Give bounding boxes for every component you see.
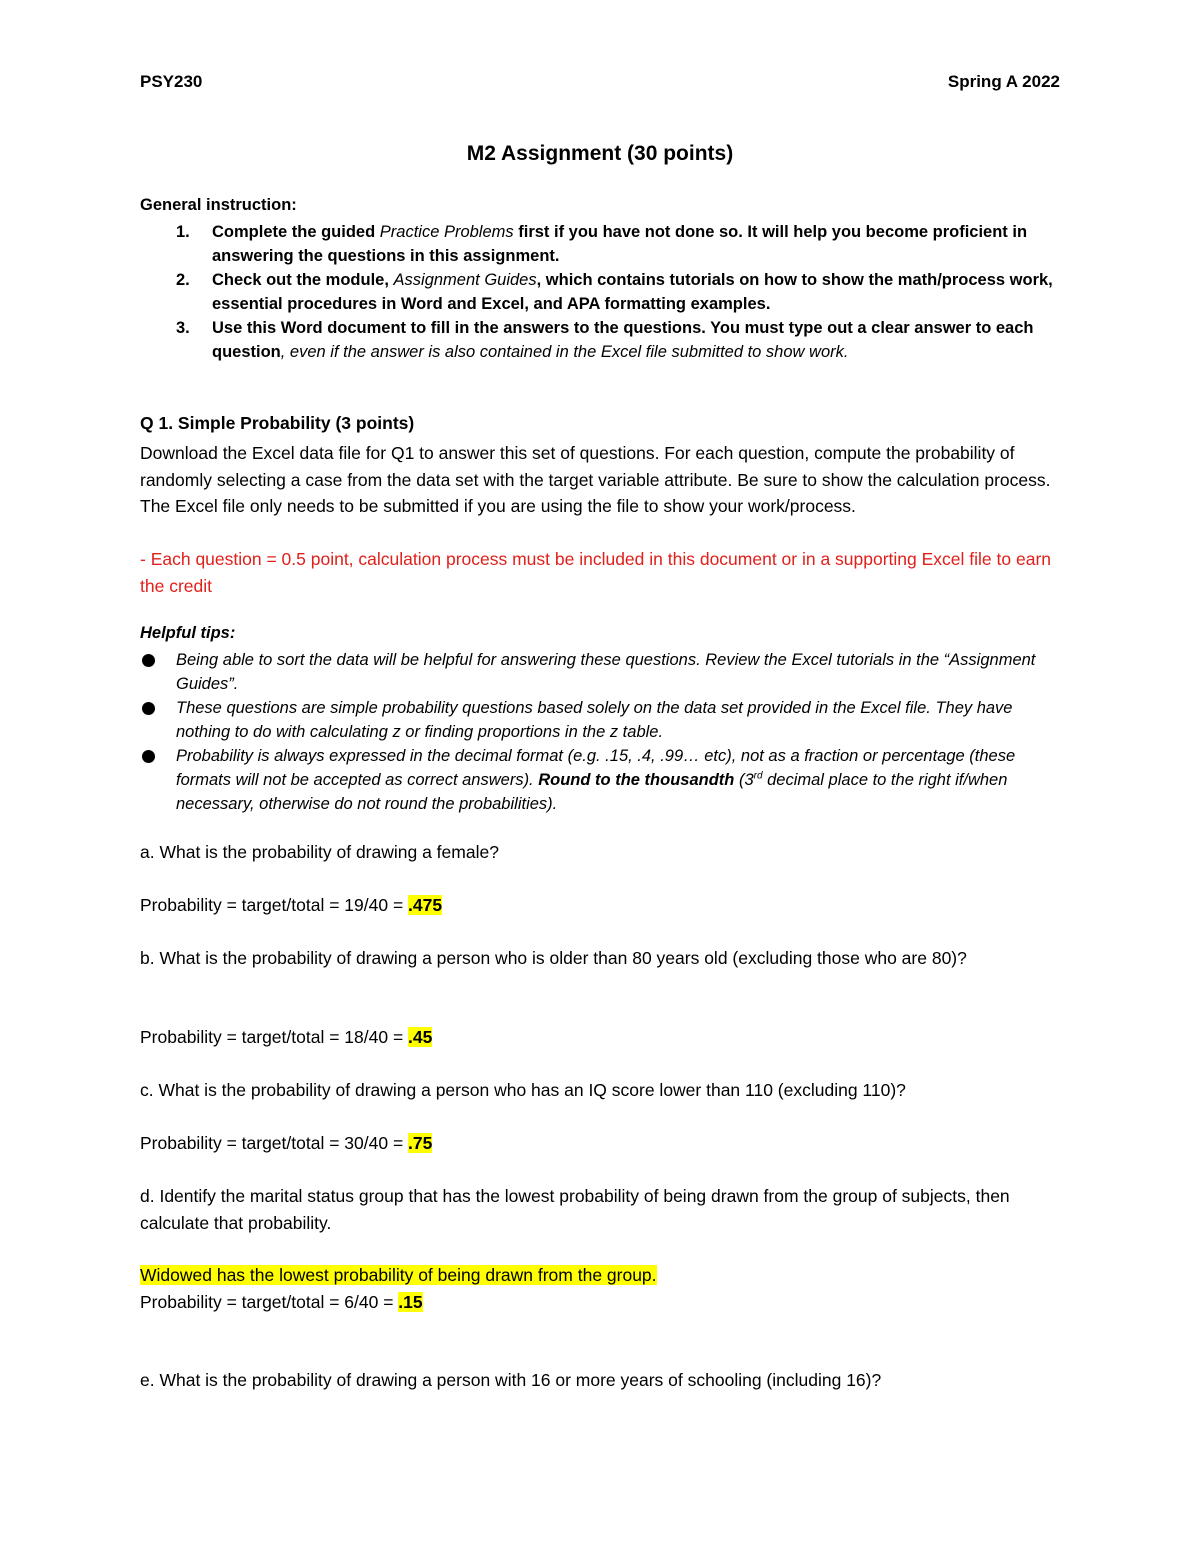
header-term: Spring A 2022: [947, 72, 1060, 91]
answer-calculation: Probability = target/total = 18/40 =: [140, 1027, 409, 1047]
instruction-item: [140, 268, 1060, 316]
answer-b: [140, 1024, 1060, 1051]
question-e: e. What is the probability of drawing a person with 16 or more years of schooling (including 16)?: [140, 1370, 882, 1390]
bullet-icon: [142, 750, 155, 763]
answer-highlight: .75: [408, 1133, 433, 1153]
answer-d: [140, 1289, 1060, 1316]
answer-a: [140, 892, 1060, 919]
instruction-emphasis: , even if the answer is also contained in the Excel file submitted to show work.: [280, 343, 849, 361]
instruction-item: [140, 220, 1060, 268]
answer-calculation: Probability = target/total = 6/40 =: [140, 1292, 399, 1312]
q1-heading: Q 1. Simple Probability (3 points): [140, 413, 415, 433]
answer-highlight: .475: [408, 895, 443, 915]
tip-emphasis: Round to the thousandth: [538, 771, 735, 789]
answer-d-statement: [140, 1262, 1060, 1289]
tip-text: Being able to sort the data will be helpful for answering these questions. Review the Excel tutorials in the “Assignment Guides”.: [176, 651, 1036, 693]
bullet-icon: [142, 654, 155, 667]
q1-scoring-note: - Each question = 0.5 point, calculation process must be included in this document or in a supporting Excel file to earn the credit: [140, 549, 1052, 596]
instruction-number: 1.: [176, 223, 190, 241]
q1-description: Download the Excel data file for Q1 to answer this set of questions. For each question, compute the probability of randomly selecting a case from the data set with the target variable attribute. Be sure to show the calculation process. The Excel file only needs to be submitted if you are using the file to show your work/process.: [140, 443, 1051, 516]
instruction-text: , which contains tutorials on how to show the math/process work, essential procedures in Word and Excel, and APA formatting examples.: [212, 271, 1053, 313]
header-course: PSY230: [140, 72, 203, 91]
tip-item: [140, 744, 1060, 816]
helpful-tips-label: Helpful tips:: [140, 624, 236, 642]
instruction-emphasis: Practice Problems: [379, 223, 514, 241]
question-c: c. What is the probability of drawing a person who has an IQ score lower than 110 (excluding 110)?: [140, 1080, 906, 1100]
instruction-emphasis: Assignment Guides: [393, 271, 537, 289]
tip-superscript: rd: [753, 770, 763, 782]
answer-highlight: .45: [408, 1027, 433, 1047]
tip-item: [140, 648, 1060, 696]
answer-highlight: .15: [398, 1292, 423, 1312]
instruction-list: [140, 220, 1060, 364]
tip-text: decimal place to the right if/when necessary, otherwise do not round the probabilities).: [176, 771, 1008, 813]
answer-calculation: Probability = target/total = 30/40 =: [140, 1133, 409, 1153]
tip-text: Probability is always expressed in the decimal format (e.g. .15, .4, .99… etc), not as a fraction or percentage (these formats will not be accepted as correct answers).: [176, 747, 1016, 789]
instruction-text: Complete the guided: [212, 223, 380, 241]
answer-calculation: Probability = target/total = 19/40 =: [140, 895, 409, 915]
answer-highlight: Widowed has the lowest probability of being drawn from the group.: [140, 1265, 657, 1285]
instruction-text: Check out the module,: [212, 271, 394, 289]
instruction-item: [140, 316, 1060, 364]
instruction-text: first if you have not done so. It will help you become proficient in answering the questions in this assignment.: [212, 223, 1028, 265]
tip-item: [140, 696, 1060, 744]
tip-text: (3: [734, 771, 754, 789]
page-title: M2 Assignment (30 points): [466, 142, 734, 165]
tips-list: [140, 648, 1060, 816]
instruction-number: 2.: [176, 271, 190, 289]
instruction-text: Use this Word document to fill in the answers to the questions. You must type out a clear answer to each question: [212, 319, 1034, 361]
answer-c: [140, 1130, 1060, 1157]
question-d: d. Identify the marital status group that has the lowest probability of being drawn from the group of subjects, then calculate that probability.: [140, 1186, 1010, 1233]
general-instruction-label: General instruction:: [140, 196, 297, 214]
bullet-icon: [142, 702, 155, 715]
tip-text: These questions are simple probability questions based solely on the data set provided in the Excel file. They have nothing to do with calculating z or finding proportions in the z table.: [176, 699, 1013, 741]
question-b: b. What is the probability of drawing a person who is older than 80 years old (excluding those who are 80)?: [140, 948, 967, 968]
instruction-number: 3.: [176, 319, 190, 337]
question-a: a. What is the probability of drawing a female?: [140, 842, 499, 862]
